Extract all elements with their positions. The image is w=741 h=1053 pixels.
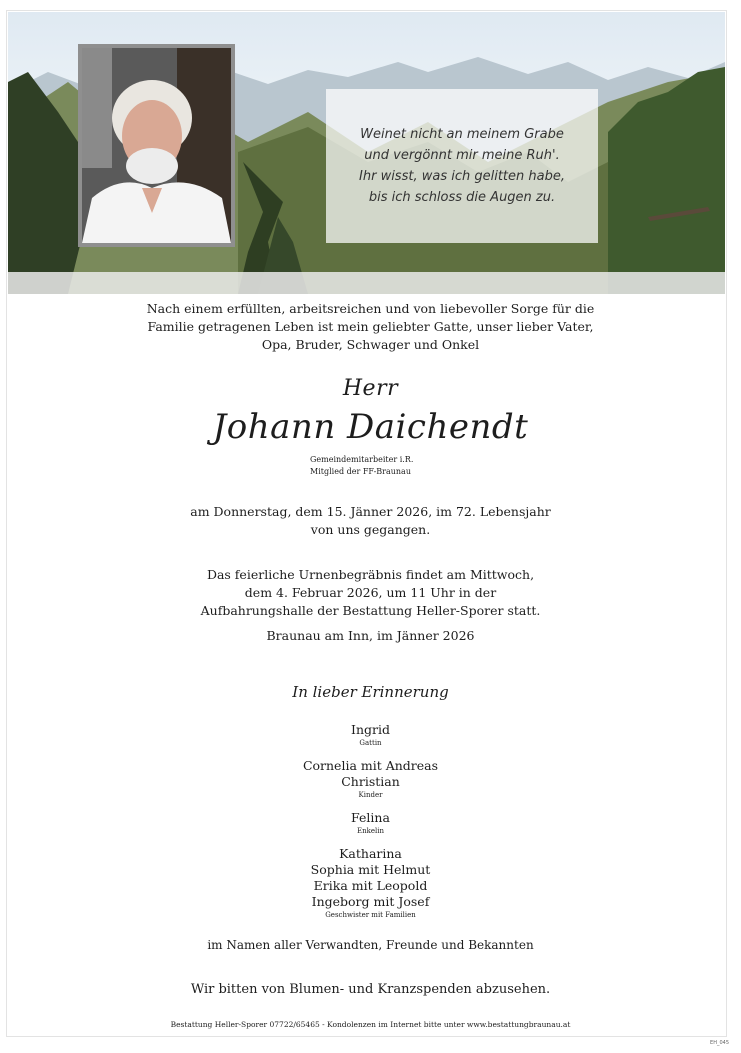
funeral-line: Aufbahrungshalle der Bestattung Heller-Sporer statt.: [200, 603, 541, 618]
portrait-frame: [78, 44, 235, 247]
portrait-photo: [82, 48, 231, 243]
family-list: [0, 722, 741, 930]
title-line: Gemeindemitarbeiter i.R.: [310, 455, 414, 464]
family-member: Ingeborg mit Josef: [311, 894, 430, 909]
poem-line: Weinet nicht an meinem Grabe: [360, 127, 564, 142]
title-line: Mitglied der FF-Braunau: [310, 467, 411, 476]
family-member: Cornelia mit Andreas: [302, 758, 439, 773]
family-group: [0, 758, 741, 800]
poem-line: bis ich schloss die Augen zu.: [368, 190, 556, 205]
death-line: von uns gegangen.: [310, 522, 431, 537]
poem-box: [326, 89, 598, 243]
family-group: [0, 810, 741, 836]
banner-strip: [8, 272, 725, 294]
family-member: Felina: [351, 810, 390, 825]
poem-line: und vergönnt mir meine Ruh'.: [364, 148, 560, 163]
salutation: Herr: [342, 376, 399, 401]
family-group: [0, 722, 741, 748]
family-role: Enkelin: [357, 827, 384, 835]
intro-text: [0, 300, 741, 354]
place-date: Braunau am Inn, im Jänner 2026: [266, 628, 475, 643]
funeral-line: Das feierliche Urnenbegräbnis findet am Mittwoch,: [206, 567, 535, 582]
intro-line: Nach einem erfüllten, arbeitsreichen und von liebevoller Sorge für die: [146, 301, 595, 316]
footer-text: Bestattung Heller-Sporer 07722/65465 - Kondolenzen im Internet bitte unter www.bestattungbraunau.at: [170, 1020, 571, 1029]
family-role: Kinder: [358, 791, 383, 799]
document-code: EH_045: [710, 1040, 729, 1046]
family-role: Gattin: [359, 739, 382, 747]
intro-line: Familie getragenen Leben ist mein geliebter Gatte, unser lieber Vater,: [147, 319, 594, 334]
deceased-name: Johann Daichendt: [212, 407, 529, 447]
family-member: Ingrid: [351, 722, 390, 737]
death-line: am Donnerstag, dem 15. Jänner 2026, im 72. Lebensjahr: [190, 504, 551, 519]
funeral-notice: [0, 566, 741, 620]
funeral-line: dem 4. Februar 2026, um 11 Uhr in der: [244, 585, 497, 600]
poem-line: Ihr wisst, was ich gelitten habe,: [359, 169, 565, 184]
intro-line: Opa, Bruder, Schwager und Onkel: [261, 337, 480, 352]
family-member: Erika mit Leopold: [313, 878, 428, 893]
relatives-line: im Namen aller Verwandten, Freunde und Bekannten: [207, 938, 534, 952]
death-notice: [0, 503, 741, 539]
family-role: Geschwister mit Familien: [325, 911, 416, 919]
family-member: Christian: [341, 774, 400, 789]
family-group: [0, 846, 741, 920]
family-member: Katharina: [339, 846, 402, 861]
flowers-request: Wir bitten von Blumen- und Kranzspenden abzusehen.: [190, 982, 551, 997]
memory-heading: In lieber Erinnerung: [292, 683, 449, 701]
deceased-titles: [310, 454, 510, 478]
family-member: Sophia mit Helmut: [310, 862, 431, 877]
